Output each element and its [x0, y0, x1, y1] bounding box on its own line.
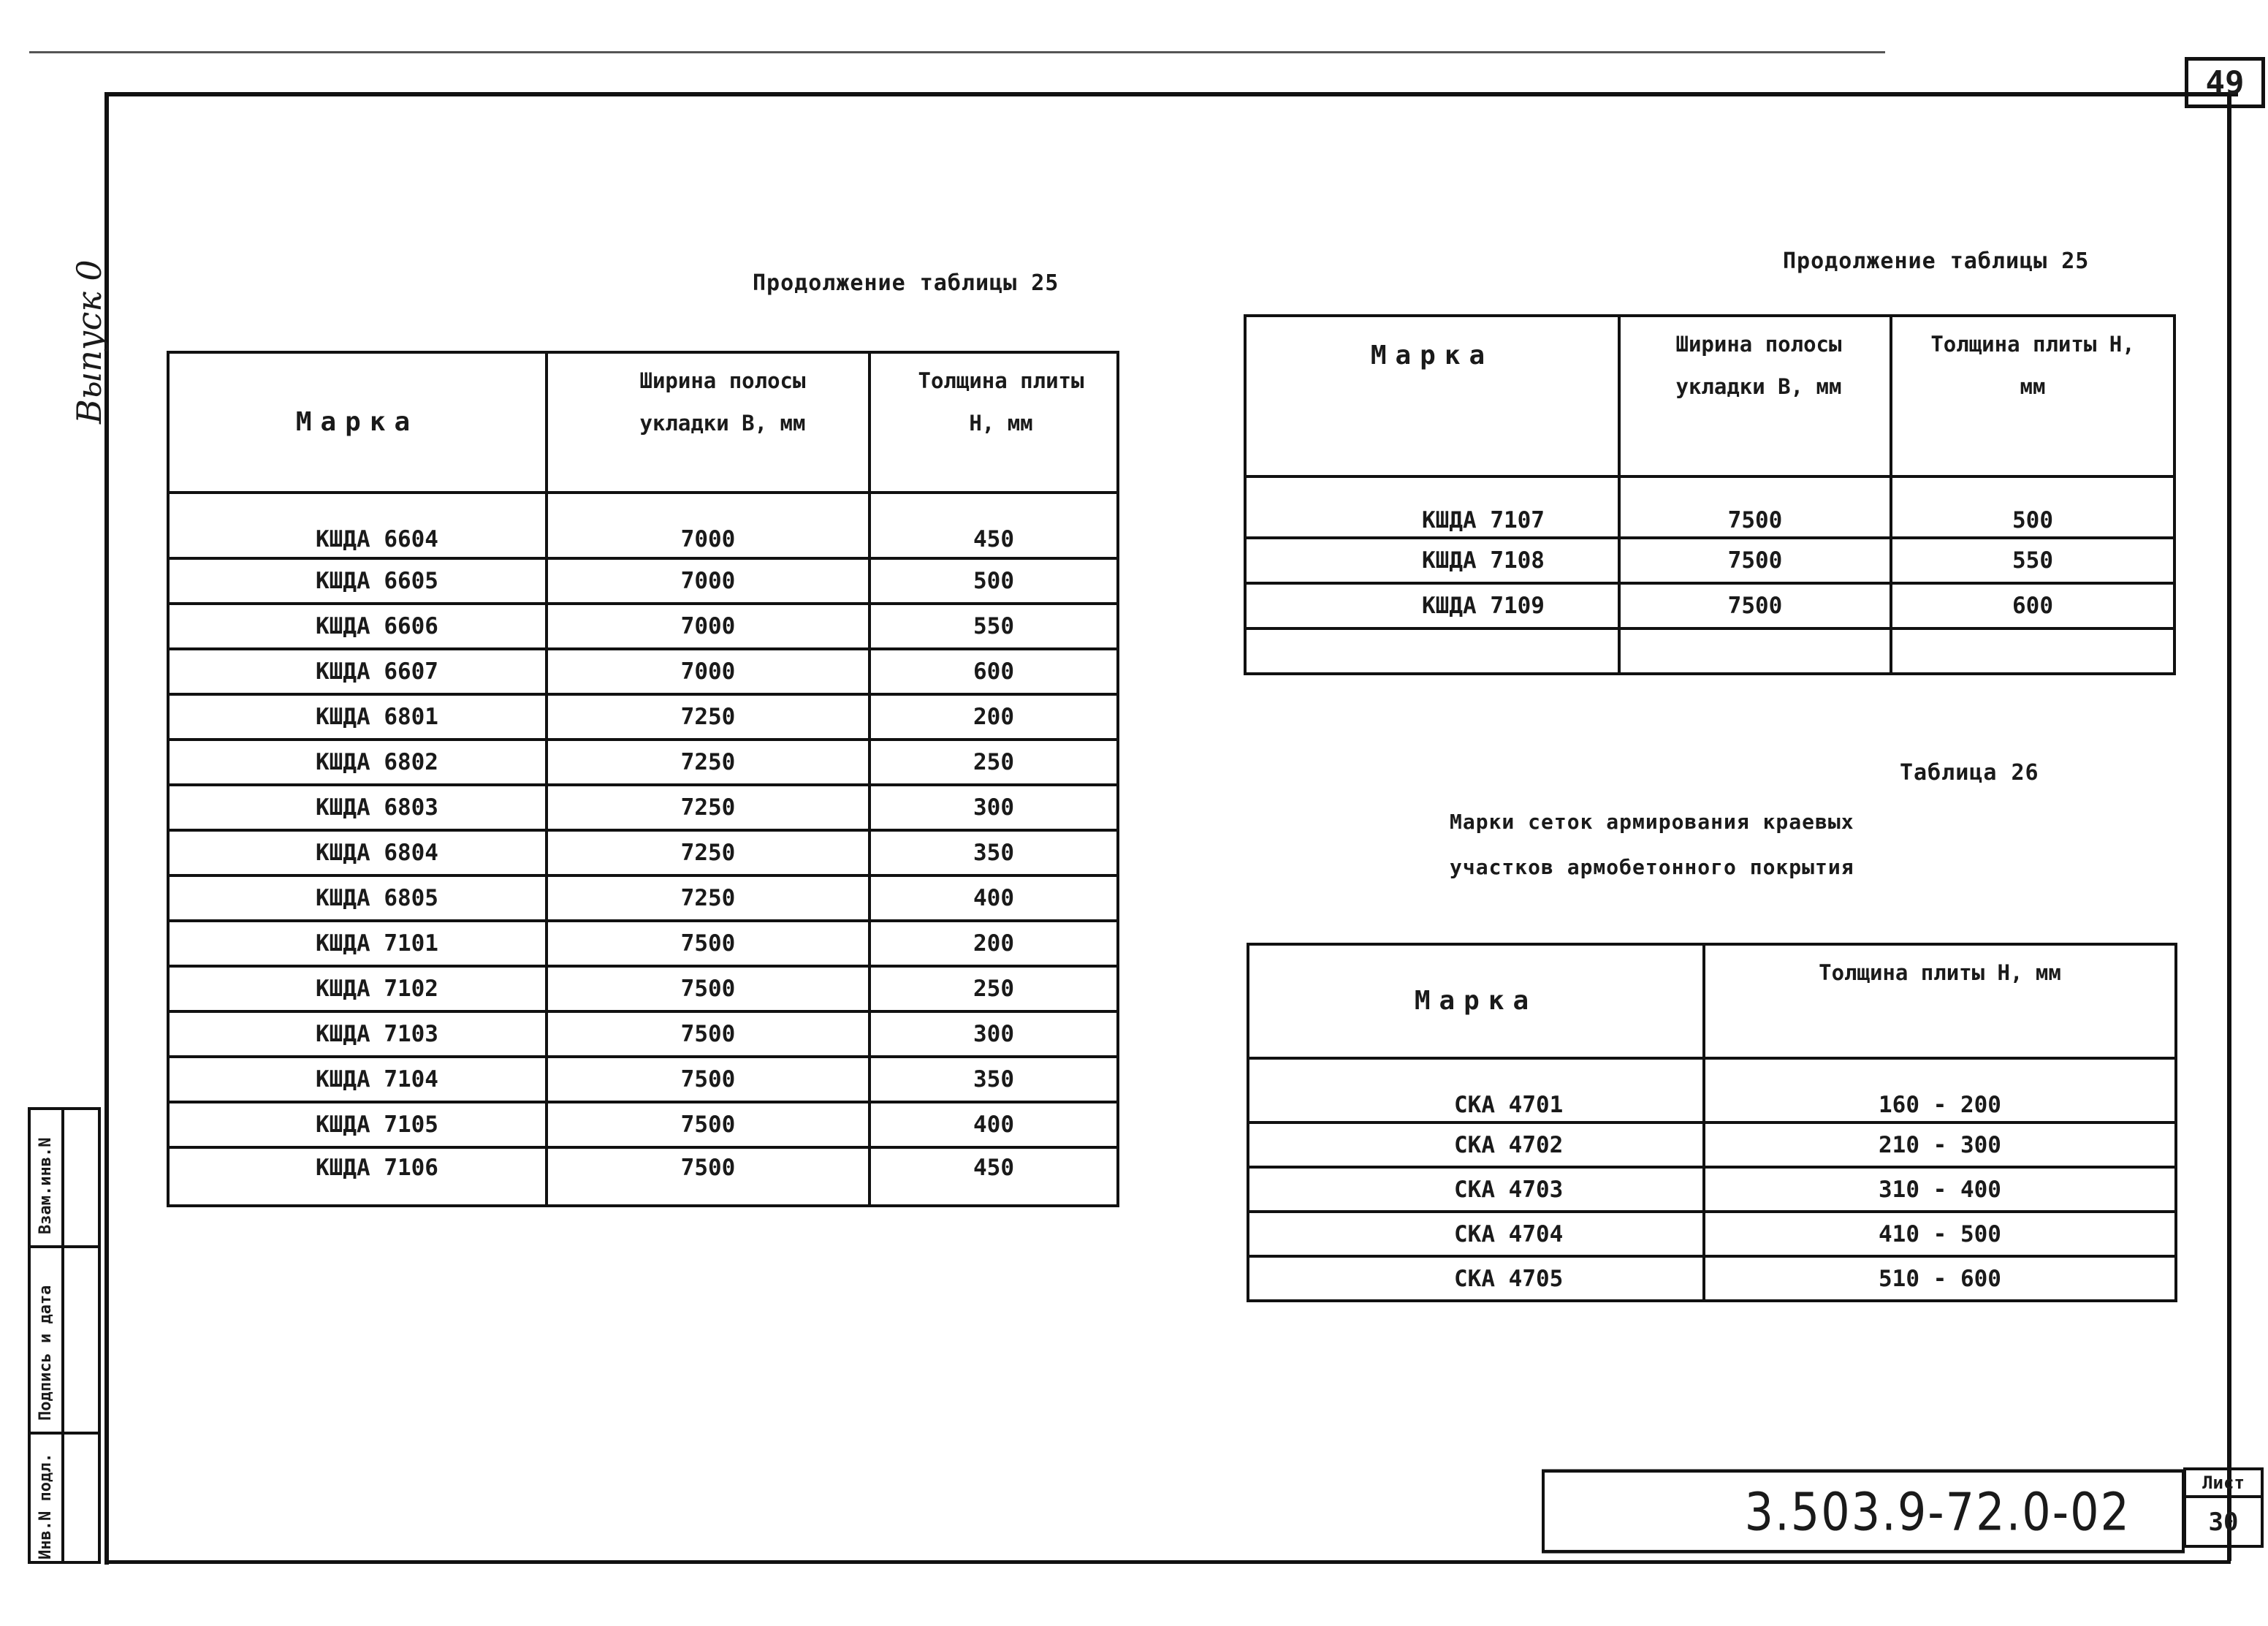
table1-thickness-cell: 450: [869, 493, 1118, 558]
table2-mark-cell: КШДА 7107: [1245, 476, 1619, 538]
table3-header-thickness: Толщина плиты Н, мм: [1704, 944, 2176, 1058]
table-row: [1245, 583, 2174, 628]
table-row: [168, 558, 1118, 604]
table-row: [168, 694, 1118, 740]
document-code: 3.503.9-72.0-02: [1542, 1470, 2185, 1554]
table1-width-cell: 7250: [547, 694, 869, 740]
table-row: [168, 966, 1118, 1011]
table-row: [1245, 538, 2174, 583]
table-row: [168, 785, 1118, 830]
table2-header-thickness: Толщина плиты Н, мм: [1891, 316, 2174, 476]
table2-width-cell: 7500: [1619, 583, 1891, 628]
table1-thickness-cell: 500: [869, 558, 1118, 604]
table2: [1244, 314, 2176, 675]
table1-mark-cell: КШДА 7101: [168, 921, 547, 966]
table-row: [168, 1011, 1118, 1057]
table1-thickness-cell: 300: [869, 1011, 1118, 1057]
table3-thickness-cell: 310 - 400: [1704, 1167, 2176, 1212]
table1-width-cell: 7500: [547, 1011, 869, 1057]
table-row: [168, 921, 1118, 966]
table2-caption: Продолжение таблицы 25: [1783, 248, 2090, 274]
table1-mark-cell: КШДА 6804: [168, 830, 547, 875]
stamp-replace-inv: Взам.инв.N: [37, 1137, 55, 1234]
page-number: 49: [2185, 57, 2265, 108]
frame-right-line: [2227, 92, 2231, 1561]
table3-title-line2: участков армобетонного покрытия: [1450, 855, 1854, 879]
table1-mark-cell: КШДА 6805: [168, 875, 547, 921]
table-row: [168, 740, 1118, 785]
table1-mark-cell: КШДА 7105: [168, 1102, 547, 1147]
stamp-inv-orig: Инв.N подл.: [37, 1453, 55, 1559]
table1-width-cell: 7500: [547, 966, 869, 1011]
table1-header-marka: Марка: [168, 352, 547, 493]
table1-width-cell: 7500: [547, 1147, 869, 1206]
sheet-label: Лист: [2186, 1470, 2261, 1498]
table1-thickness-cell: 300: [869, 785, 1118, 830]
table3-title-line1: Марки сеток армирования краевых: [1450, 810, 1854, 834]
table1-width-cell: 7250: [547, 785, 869, 830]
table-row: [168, 875, 1118, 921]
table1-mark-cell: КШДА 6802: [168, 740, 547, 785]
table-row: [1248, 1256, 2176, 1301]
table1-mark-cell: КШДА 6606: [168, 604, 547, 649]
table2-mark-cell: КШДА 7108: [1245, 538, 1619, 583]
approval-stamp: [28, 1107, 101, 1564]
table3-thickness-cell: 160 - 200: [1704, 1058, 2176, 1122]
table1-thickness-cell: 350: [869, 830, 1118, 875]
table1-thickness-cell: 200: [869, 694, 1118, 740]
table-row: [168, 604, 1118, 649]
table1-mark-cell: КШДА 7106: [168, 1147, 547, 1206]
table1-width-cell: 7250: [547, 830, 869, 875]
table1-header-thickness: Толщина плиты Н, мм: [869, 352, 1118, 493]
table2-thickness-cell: 500: [1891, 476, 2174, 538]
table1-width-cell: 7250: [547, 740, 869, 785]
table3: [1247, 943, 2177, 1302]
table1-mark-cell: КШДА 7102: [168, 966, 547, 1011]
table1-width-cell: 7500: [547, 1057, 869, 1102]
table1-thickness-cell: 200: [869, 921, 1118, 966]
table-row: [1248, 1167, 2176, 1212]
table-row: [168, 830, 1118, 875]
table3-thickness-cell: 210 - 300: [1704, 1122, 2176, 1167]
table1: [167, 351, 1119, 1207]
table-row: [1245, 476, 2174, 538]
table2-header-width: Ширина полосы укладки В, мм: [1619, 316, 1891, 476]
table1-thickness-cell: 250: [869, 740, 1118, 785]
table3-mark-cell: СКА 4704: [1248, 1212, 1704, 1256]
table2-width-cell: 7500: [1619, 476, 1891, 538]
table1-thickness-cell: 400: [869, 875, 1118, 921]
table1-header-width: Ширина полосы укладки В, мм: [547, 352, 869, 493]
table1-thickness-cell: 400: [869, 1102, 1118, 1147]
table-row: [1248, 1122, 2176, 1167]
table1-mark-cell: КШДА 6604: [168, 493, 547, 558]
table-row: [168, 1102, 1118, 1147]
table1-thickness-cell: 600: [869, 649, 1118, 694]
table3-thickness-cell: 410 - 500: [1704, 1212, 2176, 1256]
frame-top-line: [104, 92, 2238, 96]
table-row: [168, 1147, 1118, 1206]
table1-mark-cell: КШДА 7104: [168, 1057, 547, 1102]
table1-width-cell: 7500: [547, 1102, 869, 1147]
top-rule-line: [29, 51, 1885, 53]
table2-header-marka: Марка: [1245, 316, 1619, 476]
table-row: [1248, 1212, 2176, 1256]
table3-mark-cell: СКА 4702: [1248, 1122, 1704, 1167]
table1-mark-cell: КШДА 6801: [168, 694, 547, 740]
sheet-box: [2183, 1467, 2264, 1548]
issue-label: Выпуск 0: [69, 259, 109, 424]
table1-mark-cell: КШДА 6605: [168, 558, 547, 604]
table1-mark-cell: КШДА 7103: [168, 1011, 547, 1057]
table1-thickness-cell: 550: [869, 604, 1118, 649]
table3-header-marka: Марка: [1248, 944, 1704, 1058]
table1-width-cell: 7000: [547, 649, 869, 694]
table3-mark-cell: СКА 4705: [1248, 1256, 1704, 1301]
frame-bottom-line: [104, 1560, 2231, 1564]
table3-mark-cell: СКА 4703: [1248, 1167, 1704, 1212]
table2-width-cell: 7500: [1619, 538, 1891, 583]
sheet-number: 30: [2208, 1508, 2239, 1537]
table-row: [168, 1057, 1118, 1102]
table1-mark-cell: КШДА 6803: [168, 785, 547, 830]
table1-thickness-cell: 350: [869, 1057, 1118, 1102]
table1-caption: Продолжение таблицы 25: [753, 270, 1059, 296]
table-row: [168, 649, 1118, 694]
table-row: [168, 493, 1118, 558]
table2-thickness-cell: 550: [1891, 538, 2174, 583]
table-row-empty: [1245, 628, 2174, 674]
table1-thickness-cell: 450: [869, 1147, 1118, 1206]
table2-mark-cell: КШДА 7109: [1245, 583, 1619, 628]
table2-thickness-cell: 600: [1891, 583, 2174, 628]
table3-mark-cell: СКА 4701: [1248, 1058, 1704, 1122]
table1-width-cell: 7000: [547, 558, 869, 604]
table1-width-cell: 7000: [547, 604, 869, 649]
table1-mark-cell: КШДА 6607: [168, 649, 547, 694]
table1-thickness-cell: 250: [869, 966, 1118, 1011]
table1-width-cell: 7250: [547, 875, 869, 921]
table-row: [1248, 1058, 2176, 1122]
stamp-signature-date: Подпись и дата: [37, 1285, 55, 1421]
table3-thickness-cell: 510 - 600: [1704, 1256, 2176, 1301]
table1-width-cell: 7500: [547, 921, 869, 966]
table3-caption: Таблица 26: [1900, 760, 2039, 786]
table1-width-cell: 7000: [547, 493, 869, 558]
